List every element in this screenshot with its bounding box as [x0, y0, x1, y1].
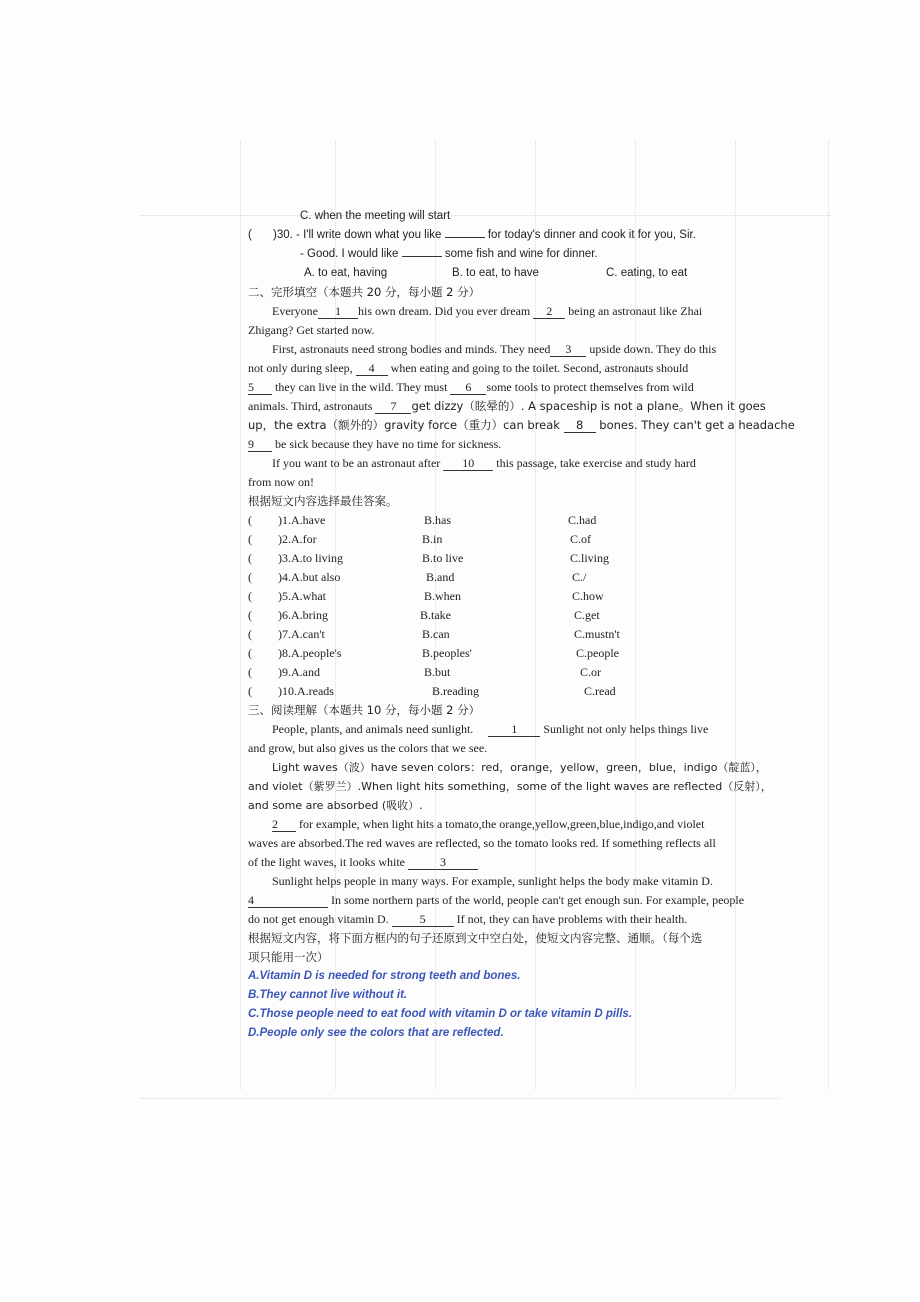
cloze-paragraph: [248, 340, 758, 359]
text: when eating and going to the toilet. Second, astronauts should: [390, 361, 689, 375]
blank-2[interactable]: 2: [533, 304, 565, 319]
q30-text: - I'll write down what you like: [296, 229, 442, 241]
section2-instruction: 根据短文内容选择最佳答案。: [248, 494, 398, 508]
text: Light waves（波）have seven colors：red，orange，yellow，green，blue，indigo（靛蓝），: [272, 761, 767, 774]
cloze-question-list: [248, 511, 758, 701]
text: and grow, but also gives us the colors that we see.: [248, 741, 488, 755]
question-row[interactable]: [248, 587, 758, 606]
text: get dizzy（眩晕的）. A spaceship is not a plane。When it goes: [411, 399, 766, 413]
q30-text: - Good. I would like: [300, 248, 399, 260]
option-a: )3.A.to living: [278, 551, 343, 565]
cloze-line: [248, 359, 758, 378]
blank-5[interactable]: 5: [248, 380, 272, 395]
text: some tools to protect themselves from wild: [486, 380, 694, 394]
reading-paragraph: [248, 815, 758, 834]
grid-line: [240, 140, 241, 1090]
option-a: )9.A.and: [278, 665, 320, 679]
option-b: B.take: [420, 608, 451, 622]
q30-text: for today's dinner and cook it for you, Sir.: [487, 229, 696, 241]
question-row[interactable]: [248, 663, 758, 682]
option-c: C.people: [576, 646, 619, 660]
answer-option-a: A.Vitamin D is needed for strong teeth and bones.: [248, 970, 521, 982]
text: In some northern parts of the world, people can't get enough sun. For example, people: [331, 893, 745, 907]
text: People, plants, and animals need sunlight.: [272, 722, 474, 736]
text: be sick because they have no time for sickness.: [275, 437, 502, 451]
option-a: )2.A.for: [278, 532, 317, 546]
option-a: )5.A.what: [278, 589, 326, 603]
answer-paren[interactable]: (: [248, 532, 252, 546]
option-c: C.get: [574, 608, 600, 622]
option-c: C.read: [584, 684, 616, 698]
option-b: B.but: [424, 665, 451, 679]
blank-8[interactable]: 8: [564, 418, 596, 433]
text: Sunlight not only helps things live: [543, 722, 709, 736]
answer-option-d: D.People only see the colors that are reflected.: [248, 1027, 504, 1039]
answer-option-c: C.Those people need to eat food with vitamin D or take vitamin D pills.: [248, 1008, 633, 1020]
option-c: C.mustn't: [574, 627, 620, 641]
text: they can live in the wild. They must: [275, 380, 448, 394]
text: bones. They can't get a headache: [599, 418, 795, 432]
text: Zhigang? Get started now.: [248, 323, 375, 337]
option-a: A. to eat, having: [304, 267, 388, 279]
option-b: B.can: [422, 627, 450, 641]
text: of the light waves, it looks white: [248, 855, 405, 869]
answer-paren[interactable]: (: [248, 684, 252, 698]
option-a: )10.A.reads: [278, 684, 334, 698]
option-c: C.of: [570, 532, 591, 546]
text: If you want to be an astronaut after: [272, 456, 441, 470]
question-row[interactable]: [248, 549, 758, 568]
reading-line: [248, 910, 758, 929]
text: Sunlight helps people in many ways. For example, sunlight helps the body make vitamin D.: [272, 874, 713, 888]
grid-line: [140, 1098, 780, 1099]
answer-paren: (: [248, 229, 252, 241]
text: from now on!: [248, 475, 314, 489]
option-c: C.how: [572, 589, 604, 603]
text: up，the extra（额外的）gravity force（重力）can break: [248, 418, 560, 432]
option-a: )6.A.bring: [278, 608, 328, 622]
cloze-line: [248, 416, 795, 435]
answer-paren[interactable]: (: [248, 513, 252, 527]
blank-1[interactable]: 1: [488, 722, 540, 737]
question-row[interactable]: [248, 644, 758, 663]
blank-4[interactable]: 4: [248, 893, 328, 908]
question-row[interactable]: [248, 511, 758, 530]
option-a: )1.A.have: [278, 513, 326, 527]
question-row[interactable]: [248, 625, 758, 644]
cloze-paragraph: [248, 302, 758, 321]
blank-7[interactable]: 7: [375, 399, 411, 414]
text: his own dream. Did you ever dream: [357, 304, 531, 318]
section3-instruction: 根据短文内容，将下面方框内的句子还原到文中空白处，使短文内容完整、通顺。（每个选: [248, 931, 703, 945]
blank[interactable]: [402, 256, 442, 257]
blank-5[interactable]: 5: [392, 912, 454, 927]
text: not only during sleep,: [248, 361, 353, 375]
blank[interactable]: [445, 237, 485, 238]
option-c: C./: [572, 570, 587, 584]
q30-reply: [248, 245, 758, 264]
text: Everyone: [272, 304, 318, 318]
text: being an astronaut like Zhai: [568, 304, 703, 318]
option-a: )8.A.people's: [278, 646, 342, 660]
section3-instruction: 项只能用一次）: [248, 950, 329, 964]
q30-prompt: [248, 226, 758, 245]
option-c: C.had: [568, 513, 597, 527]
question-row[interactable]: [248, 530, 758, 549]
option-c: C.living: [570, 551, 610, 565]
option-c: C. eating, to eat: [606, 267, 688, 279]
cloze-line: [248, 397, 766, 416]
answer-paren[interactable]: (: [248, 570, 252, 584]
cloze-paragraph: [248, 454, 758, 473]
grid-line: [828, 140, 829, 1090]
exam-page: [248, 207, 795, 1043]
section2-heading: 二、完形填空（本题共 20 分，每小题 2 分）: [248, 285, 481, 299]
option-b: B.in: [422, 532, 443, 546]
text: upside down. They do this: [589, 342, 717, 356]
option-b: B.and: [426, 570, 455, 584]
blank-4[interactable]: 4: [356, 361, 388, 376]
answer-paren[interactable]: (: [248, 551, 252, 565]
section3-heading: 三、阅读理解（本题共 10 分，每小题 2 分）: [248, 703, 481, 717]
blank-10[interactable]: 10: [443, 456, 493, 471]
answer-paren[interactable]: (: [248, 627, 252, 641]
blank-6[interactable]: 6: [450, 380, 486, 395]
option-b: B. to eat, to have: [452, 267, 539, 279]
blank-1[interactable]: 1: [318, 304, 358, 319]
option-b: B.peoples': [422, 646, 472, 660]
option-b: B.reading: [432, 684, 479, 698]
blank-3[interactable]: 3: [550, 342, 586, 357]
answer-paren[interactable]: (: [248, 646, 252, 660]
reading-line: [248, 891, 758, 910]
answer-paren[interactable]: (: [248, 665, 252, 679]
blank-3[interactable]: 3: [408, 855, 478, 870]
question-row[interactable]: [248, 606, 758, 625]
option-c: C.or: [580, 665, 601, 679]
answer-paren[interactable]: (: [248, 608, 252, 622]
cloze-line: [248, 435, 758, 454]
text: animals. Third, astronauts: [248, 399, 373, 413]
question-row[interactable]: [248, 682, 758, 701]
q30-number: )30.: [273, 229, 293, 241]
blank-9[interactable]: 9: [248, 437, 272, 452]
cloze-line: [248, 378, 758, 397]
text: for example, when light hits a tomato,the orange,yellow,green,blue,indigo,and violet: [299, 817, 705, 831]
text: do not get enough vitamin D.: [248, 912, 389, 926]
text: and violet（紫罗兰）.When light hits something，some of the light waves are reflected（反射），: [248, 780, 772, 793]
option-a: )7.A.can't: [278, 627, 325, 641]
question-row[interactable]: [248, 568, 758, 587]
text: First, astronauts need strong bodies and minds. They need: [272, 342, 551, 356]
text: and some are absorbed (吸收）.: [248, 799, 423, 812]
q30-options: [248, 264, 758, 283]
reading-paragraph: [248, 720, 758, 739]
option-b: B.when: [424, 589, 461, 603]
option-b: B.to live: [422, 551, 464, 565]
q30-text: some fish and wine for dinner.: [444, 248, 598, 260]
text: waves are absorbed.The red waves are reflected, so the tomato looks red. If something reflects all: [248, 836, 716, 850]
q29-option-c: C. when the meeting will start: [300, 210, 451, 222]
text: this passage, take exercise and study hard: [496, 456, 696, 470]
blank-2[interactable]: 2: [272, 817, 296, 832]
answer-paren[interactable]: (: [248, 589, 252, 603]
option-b: B.has: [424, 513, 451, 527]
option-a: )4.A.but also: [278, 570, 341, 584]
reading-line: [248, 853, 758, 872]
text: If not, they can have problems with their health.: [456, 912, 688, 926]
answer-option-b: B.They cannot live without it.: [248, 989, 408, 1001]
